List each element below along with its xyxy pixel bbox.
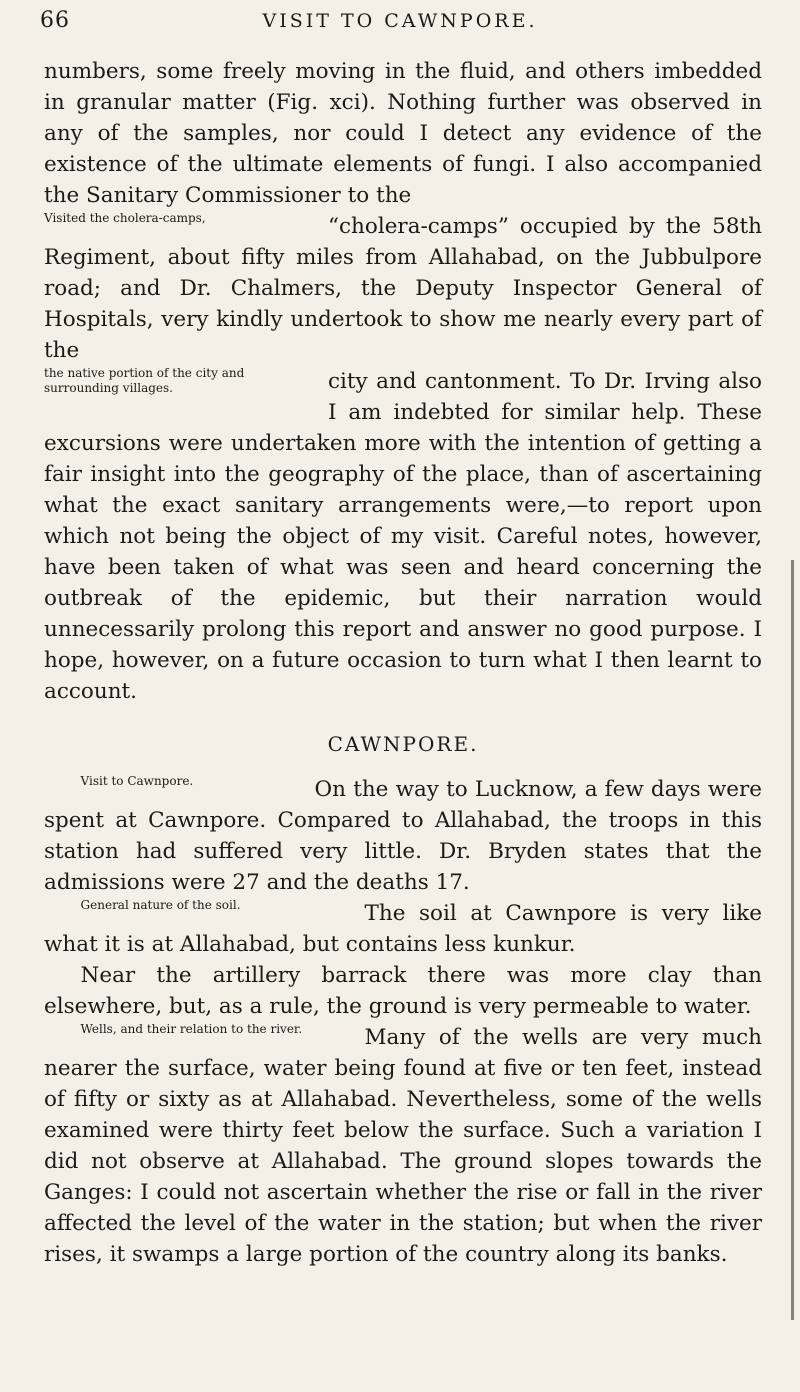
sidenote-native-portion: the native portion of the city and surrounding villages.: [44, 366, 245, 395]
paragraph-2: [44, 774, 762, 898]
page-number: 66: [40, 8, 70, 33]
page-edge-shadow: [791, 560, 794, 1320]
running-head: VISIT TO CAWNPORE.: [262, 10, 538, 32]
sidenote-soil: General nature of the soil.: [80, 898, 241, 912]
paragraph-4: Near the artillery barrack there was more clay than elsewhere, but, as a rule, the ground is very permeable to water.: [44, 963, 762, 1019]
sidenote-wells: Wells, and their relation to the river.: [80, 1022, 303, 1036]
paragraph-5: [44, 1022, 762, 1270]
sidenote-visit: Visit to Cawnpore.: [80, 774, 194, 788]
paragraph-1c: [44, 366, 762, 707]
section-heading: CAWNPORE.: [327, 732, 479, 756]
paragraph-3-text: The soil at Cawnpore is very like what it is at Allahabad, but contains less kunkur.: [44, 901, 762, 957]
paragraph-1a: numbers, some freely moving in the fluid, and others imbedded in granular matter (Fig. xci). Nothing further was observed in any of the samples, nor could I detect any evidence of the existence of the ultimate elements of fungi. I also accompanied the Sanitary Commissioner to the: [44, 59, 762, 208]
paragraph-2-text: On the way to Lucknow, a few days were spent at Cawnpore. Compared to Allahabad, the troops in this station had suffered very little. Dr. Bryden states that the admissions were 27 and the deaths 17.: [44, 777, 762, 895]
paragraph-1b-text: “cholera-camps” occupied by the 58th Regiment, about fifty miles from Allahabad, on the Jubbulpore road; and Dr. Chalmers, the Deputy Inspector General of Hospitals, very kindly undertook to show me nearly every part of the: [44, 214, 762, 363]
paragraph-1c-text: city and cantonment. To Dr. Irving also I am indebted for similar help. These excursions were undertaken more with the intention of getting a fair insight into the geography of the place, than of ascertaining what the exact sanitary arrangements were,—to report upon which not being the object of my visit. Careful notes, however, have been taken of what was seen and heard concerning the outbreak of the epidemic, but their narration would unnecessarily prolong this report and answer no good purpose. I hope, however, on a future occasion to turn what I then learnt to account.: [44, 369, 762, 704]
body-text: [44, 56, 762, 1270]
paragraph-5-text: Many of the wells are very much nearer the surface, water being found at five or ten feet, instead of fifty or sixty as at Allahabad. Nevertheless, some of the wells examined were thirty feet below the surface. Such a variation I did not observe at Allahabad. The ground slopes towards the Ganges: I could not ascertain whether the rise or fall in the river affected the level of the water in the station; but when the river rises, it swamps a large portion of the country along its banks.: [44, 1025, 762, 1267]
paragraph-1b: [44, 211, 762, 366]
paragraph-3: [44, 898, 762, 960]
sidenote-cholera-camps: Visited the cholera-camps,: [44, 211, 206, 225]
